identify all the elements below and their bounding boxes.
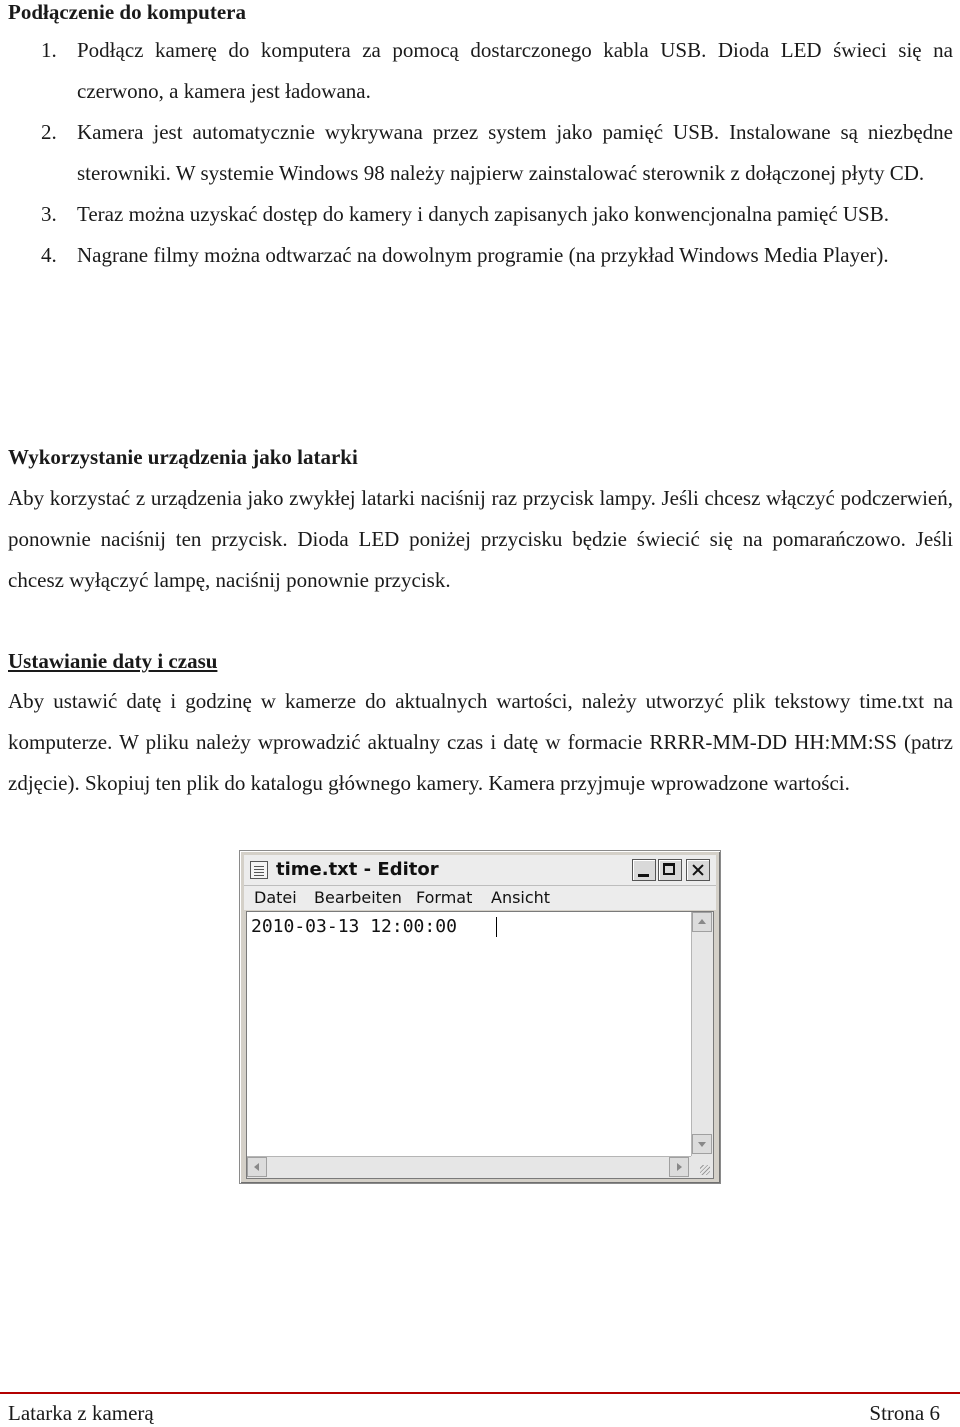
list-number: 4. — [41, 243, 57, 267]
list-number: 3. — [41, 202, 57, 226]
page-number: Strona 6 — [869, 1401, 940, 1425]
heading-connect: Podłączenie do komputera — [8, 0, 246, 24]
close-button[interactable] — [686, 859, 710, 881]
list-item-text: Teraz można uzyskać dostęp do kamery i danych zapisanych jako konwencjonalna pamięć USB. — [77, 202, 889, 226]
paragraph-flashlight: Aby korzystać z urządzenia jako zwykłej latarki naciśnij raz przycisk lampy. Jeśli chcesz włączyć podczerwień, ponownie naciśnij ten przycisk. Dioda LED poniżej przycisku będzie świecić się na pomarańczowo. Jeśli chcesz wyłączyć lampę, naciśnij ponownie przycisk. — [8, 486, 953, 592]
scroll-right-icon[interactable] — [669, 1157, 689, 1177]
window-title: time.txt - Editor — [276, 859, 439, 880]
menu-item-bearbeiten[interactable]: Bearbeiten — [314, 888, 402, 907]
editor-titlebar[interactable] — [244, 855, 716, 886]
connect-steps-list — [0, 30, 960, 276]
list-item — [0, 112, 960, 194]
heading-flashlight: Wykorzystanie urządzenia jako latarki — [8, 445, 358, 469]
paragraph-datetime: Aby ustawić datę i godzinę w kamerze do aktualnych wartości, należy utworzyć plik tekstowy time.txt na komputerze. W pliku należy wprowadzić aktualny czas i datę w formacie RRRR-MM-DD HH:MM:SS (patrz zdjęcie). Skopiuj ten plik do katalogu głównego kamery. Kamera przyjmuje wprowadzone wartości. — [8, 689, 953, 795]
menu-item-format[interactable]: Format — [416, 888, 473, 907]
scroll-left-icon[interactable] — [247, 1157, 267, 1177]
notepad-icon — [250, 861, 268, 879]
list-item-text: Nagrane filmy można odtwarzać na dowolnym programie (na przykład Windows Media Player). — [77, 243, 889, 267]
list-number: 2. — [41, 120, 57, 144]
list-item — [0, 194, 960, 235]
heading-datetime: Ustawianie daty i czasu — [8, 649, 218, 673]
menu-item-datei[interactable]: Datei — [254, 888, 297, 907]
footer-title: Latarka z kamerą — [8, 1401, 154, 1425]
list-item — [0, 30, 960, 112]
menu-item-ansicht[interactable]: Ansicht — [491, 888, 551, 907]
editor-text-area[interactable] — [246, 911, 714, 1179]
editor-content: 2010-03-13 12:00:00 — [251, 916, 457, 937]
editor-window — [239, 850, 721, 1184]
text-caret — [496, 917, 497, 937]
list-item-text: Kamera jest automatycznie wykrywana przez system jako pamięć USB. Instalowane są niezbędne sterowniki. W systemie Windows 98 należy najpierw zainstalować sterownik z dołączonej płyty CD. — [77, 120, 953, 185]
scroll-up-icon[interactable] — [692, 912, 712, 932]
vertical-scrollbar[interactable] — [691, 912, 713, 1156]
list-number: 1. — [41, 38, 57, 62]
list-item-text: Podłącz kamerę do komputera za pomocą dostarczonego kabla USB. Dioda LED świeci się na czerwono, a kamera jest ładowana. — [77, 38, 953, 103]
footer-divider — [0, 1392, 960, 1394]
maximize-button[interactable] — [658, 859, 682, 881]
list-item — [0, 235, 960, 276]
resize-grip-icon[interactable] — [691, 1156, 713, 1178]
menu-bar — [244, 886, 716, 910]
scroll-down-icon[interactable] — [692, 1134, 712, 1154]
horizontal-scrollbar[interactable] — [247, 1156, 691, 1178]
minimize-button[interactable] — [632, 859, 656, 881]
